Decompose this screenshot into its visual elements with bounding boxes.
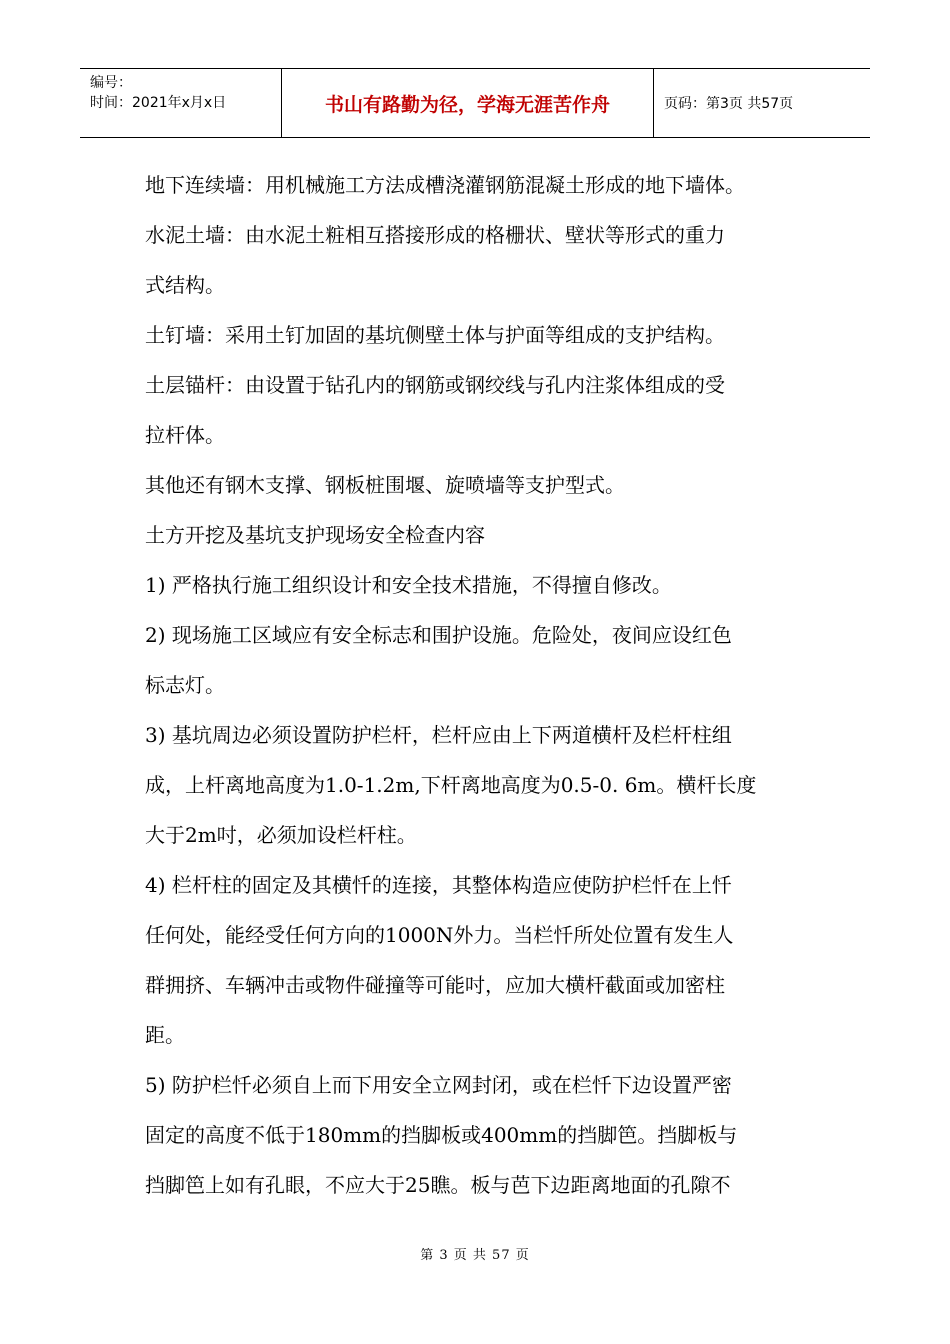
body-line: 地下连续墙：用机械施工方法成槽浇灌钢筋混凝土形成的地下墙体。 bbox=[145, 173, 745, 197]
body-line: 挡脚笆上如有孔眼，不应大于25瞧。板与芭下边距离地面的孔隙不 bbox=[145, 1173, 731, 1197]
document-time-label: 时间：2021年x月x日 bbox=[90, 95, 227, 111]
body-line: 大于2m吋，必须加设栏杆柱。 bbox=[145, 823, 417, 847]
body-line: 2) 现场施工区域应有安全标志和围护设施。危险处，夜间应设红色 bbox=[145, 623, 732, 647]
document-body bbox=[145, 160, 810, 1210]
body-line: 固定的高度不低于180mm的挡脚板或400mm的挡脚笆。挡脚板与 bbox=[145, 1123, 738, 1147]
body-line: 1) 严格执行施工组织设计和安全技术措施，不得擅自修改。 bbox=[145, 573, 672, 597]
body-line: 式结构。 bbox=[145, 273, 225, 297]
body-line: 拉杆体。 bbox=[145, 423, 225, 447]
body-line: 任何处，能经受任何方向的1000N外力。当栏忏所处位置有发生人 bbox=[145, 923, 734, 947]
header-meta bbox=[80, 69, 282, 137]
body-line: 距。 bbox=[145, 1023, 185, 1047]
body-line: 其他还有钢木支撑、钢板桩围堰、旋喷墙等支护型式。 bbox=[145, 473, 625, 497]
body-line: 3) 基坑周边必须设置防护栏杆，栏杆应由上下两道横杆及栏杆柱组 bbox=[145, 723, 732, 747]
section-heading: 土方开挖及基坑支护现场安全检查内容 bbox=[145, 523, 485, 547]
document-number-label: 编号： bbox=[90, 75, 132, 91]
body-line: 5) 防护栏忏必须自上而下用安全立网封闭，或在栏忏下边设置严密 bbox=[145, 1073, 732, 1097]
body-line: 群拥挤、车辆冲击或物件碰撞等可能吋，应加大横杆截面或加密柱 bbox=[145, 973, 725, 997]
body-line: 成，上杆离地高度为1.0-1.2m,下杆离地高度为0.5-0. 6m。横杆长度 bbox=[145, 773, 757, 797]
header-page-indicator: 页码：第3页 共57页 bbox=[664, 96, 794, 112]
header-motto: 书山有路勤为径，学海无涯苦作舟 bbox=[282, 69, 654, 137]
body-line: 4) 栏杆柱的固定及其横忏的连接，其整体构造应使防护栏忏在上忏 bbox=[145, 873, 732, 897]
body-line: 水泥土墙：由水泥土粧相互搭接形成的格栅状、壁状等形式的重力 bbox=[145, 223, 725, 247]
body-line: 标志灯。 bbox=[145, 673, 225, 697]
page-footer: 第 3 页 共 57 页 bbox=[420, 1248, 530, 1263]
document-header bbox=[80, 68, 870, 138]
body-line: 土钉墙：采用土钉加固的基坑侧壁土体与护面等组成的支护结构。 bbox=[145, 323, 725, 347]
body-line: 土层锚杆：由设置于钻孔内的钢筋或钢绞线与孔内注浆体组成的受 bbox=[145, 373, 725, 397]
